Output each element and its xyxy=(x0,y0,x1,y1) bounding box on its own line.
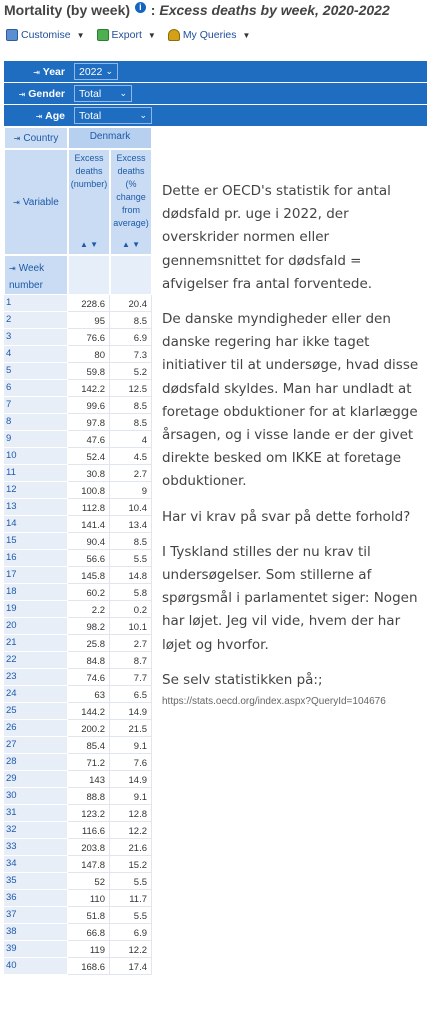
excess-number-cell: 25.8 xyxy=(68,635,110,652)
week-cell: 5 xyxy=(4,363,68,380)
info-icon[interactable]: i xyxy=(135,2,146,13)
excess-pct-cell: 7.3 xyxy=(110,346,152,363)
paragraph-3: Har vi krav på svar på dette forhold? xyxy=(162,508,411,525)
table-row xyxy=(4,805,152,822)
filter-panel xyxy=(4,61,427,127)
table-row xyxy=(4,431,152,448)
commentary-text xyxy=(162,180,424,725)
excess-number-cell: 203.8 xyxy=(68,839,110,856)
table-row xyxy=(4,754,152,771)
week-cell: 1 xyxy=(4,295,68,312)
excess-number-cell: 74.6 xyxy=(68,669,110,686)
table-row xyxy=(4,856,152,873)
excess-pct-cell: 2.7 xyxy=(110,635,152,652)
excess-pct-cell: 13.4 xyxy=(110,516,152,533)
filter-row-age xyxy=(4,105,427,127)
excess-number-cell: 47.6 xyxy=(68,431,110,448)
excess-number-cell: 112.8 xyxy=(68,499,110,516)
week-cell: 31 xyxy=(4,805,68,822)
pin-icon: ⇥ xyxy=(13,133,21,143)
week-cell: 22 xyxy=(4,652,68,669)
table-row xyxy=(4,720,152,737)
data-table xyxy=(4,127,152,975)
filter-label-gender: ⇥ Gender xyxy=(18,87,65,100)
excess-pct-cell: 8.5 xyxy=(110,533,152,550)
excess-pct-cell: 8.5 xyxy=(110,397,152,414)
week-cell: 37 xyxy=(4,907,68,924)
excess-pct-cell: 14.9 xyxy=(110,771,152,788)
excess-number-cell: 63 xyxy=(68,686,110,703)
excess-pct-cell: 4.5 xyxy=(110,448,152,465)
week-cell: 23 xyxy=(4,669,68,686)
week-cell: 17 xyxy=(4,567,68,584)
week-cell: 28 xyxy=(4,754,68,771)
excess-pct-cell: 12.2 xyxy=(110,822,152,839)
excess-number-cell: 52 xyxy=(68,873,110,890)
week-cell: 6 xyxy=(4,380,68,397)
table-row xyxy=(4,822,152,839)
column-header-excess-number: Excess deaths (number) ▲ ▼ xyxy=(68,149,110,255)
excess-number-cell: 56.6 xyxy=(68,550,110,567)
excess-pct-cell: 2.7 xyxy=(110,465,152,482)
excess-pct-cell: 7.7 xyxy=(110,669,152,686)
excess-number-cell: 200.2 xyxy=(68,720,110,737)
week-cell: 27 xyxy=(4,737,68,754)
excess-number-cell: 59.8 xyxy=(68,363,110,380)
week-cell: 12 xyxy=(4,482,68,499)
excess-pct-cell: 7.6 xyxy=(110,754,152,771)
table-row xyxy=(4,941,152,958)
excess-number-cell: 84.8 xyxy=(68,652,110,669)
table-row xyxy=(4,312,152,329)
filter-label-year: ⇥ Year xyxy=(33,65,65,78)
table-row xyxy=(4,839,152,856)
table-row xyxy=(4,771,152,788)
table-row xyxy=(4,465,152,482)
country-header-value: Denmark xyxy=(68,127,152,149)
pin-icon: ⇥ xyxy=(33,67,40,77)
header-blank-cell xyxy=(68,255,110,295)
excess-pct-cell: 14.9 xyxy=(110,703,152,720)
excess-pct-cell: 12.2 xyxy=(110,941,152,958)
excess-number-cell: 88.8 xyxy=(68,788,110,805)
excess-number-cell: 168.6 xyxy=(68,958,110,975)
table-row xyxy=(4,669,152,686)
table-row xyxy=(4,414,152,431)
week-cell: 7 xyxy=(4,397,68,414)
pin-icon: ⇥ xyxy=(9,264,16,273)
caret-down-icon: ▼ xyxy=(76,30,85,40)
gender-select[interactable]: Total ⌄ xyxy=(74,85,132,102)
excess-number-cell: 142.2 xyxy=(68,380,110,397)
customise-icon xyxy=(6,29,18,41)
excess-number-cell: 66.8 xyxy=(68,924,110,941)
week-cell: 32 xyxy=(4,822,68,839)
week-cell: 34 xyxy=(4,856,68,873)
excess-number-cell: 116.6 xyxy=(68,822,110,839)
excess-pct-cell: 9.1 xyxy=(110,788,152,805)
paragraph-5: Se selv statistikken på:; https://stats.oecd.org/index.aspx?QueryId=104676 xyxy=(162,669,424,713)
excess-pct-cell: 12.5 xyxy=(110,380,152,397)
my-queries-label: My Queries xyxy=(182,29,237,41)
excess-number-cell: 119 xyxy=(68,941,110,958)
chevron-down-icon: ⌄ xyxy=(119,88,127,98)
my-queries-icon xyxy=(168,29,180,41)
week-cell: 40 xyxy=(4,958,68,975)
excess-pct-cell: 8.5 xyxy=(110,414,152,431)
table-row xyxy=(4,703,152,720)
table-row xyxy=(4,686,152,703)
excess-number-cell: 123.2 xyxy=(68,805,110,822)
excess-pct-cell: 5.8 xyxy=(110,584,152,601)
week-cell: 2 xyxy=(4,312,68,329)
excess-number-cell: 95 xyxy=(68,312,110,329)
excess-pct-cell: 21.6 xyxy=(110,839,152,856)
excess-pct-cell: 10.1 xyxy=(110,618,152,635)
excess-pct-cell: 5.2 xyxy=(110,363,152,380)
table-row xyxy=(4,499,152,516)
title-main: Mortality (by week) xyxy=(4,2,131,18)
week-cell: 30 xyxy=(4,788,68,805)
table-row xyxy=(4,567,152,584)
table-row xyxy=(4,397,152,414)
week-cell: 19 xyxy=(4,601,68,618)
table-row xyxy=(4,788,152,805)
week-cell: 9 xyxy=(4,431,68,448)
excess-number-cell: 110 xyxy=(68,890,110,907)
excess-number-cell: 98.2 xyxy=(68,618,110,635)
header-blank-cell xyxy=(110,255,152,295)
sort-arrows-icon[interactable]: ▲ ▼ xyxy=(121,240,141,249)
week-cell: 20 xyxy=(4,618,68,635)
excess-number-cell: 143 xyxy=(68,771,110,788)
table-row xyxy=(4,635,152,652)
week-cell: 4 xyxy=(4,346,68,363)
excess-pct-cell: 14.8 xyxy=(110,567,152,584)
year-select[interactable]: 2022 ⌄ xyxy=(74,63,118,80)
country-header-row xyxy=(4,127,152,149)
excess-number-cell: 99.6 xyxy=(68,397,110,414)
table-row xyxy=(4,737,152,754)
excess-pct-cell: 4 xyxy=(110,431,152,448)
excess-pct-cell: 5.5 xyxy=(110,873,152,890)
excess-number-cell: 141.4 xyxy=(68,516,110,533)
table-row xyxy=(4,516,152,533)
week-cell: 16 xyxy=(4,550,68,567)
excess-number-cell: 52.4 xyxy=(68,448,110,465)
table-row xyxy=(4,924,152,941)
excess-pct-cell: 12.8 xyxy=(110,805,152,822)
column-header-excess-pct: Excess deaths (% change from average) ▲ ▼ xyxy=(110,149,152,255)
table-row xyxy=(4,907,152,924)
week-cell: 38 xyxy=(4,924,68,941)
table-row xyxy=(4,584,152,601)
table-row xyxy=(4,652,152,669)
table-row xyxy=(4,482,152,499)
toolbar xyxy=(6,27,262,43)
table-row xyxy=(4,448,152,465)
excess-number-cell: 71.2 xyxy=(68,754,110,771)
country-header-label[interactable]: ⇥ Country xyxy=(4,127,68,149)
excess-pct-cell: 8.5 xyxy=(110,312,152,329)
paragraph-1: Dette er OECD's statistik for antal dødsfald pr. uge i 2022, der overskrider normen eller gennemsnittet for dødsfald = afvigelser fra antal forventede. xyxy=(162,183,391,292)
excess-pct-cell: 11.7 xyxy=(110,890,152,907)
excess-pct-cell: 9.1 xyxy=(110,737,152,754)
week-cell: 14 xyxy=(4,516,68,533)
week-cell: 25 xyxy=(4,703,68,720)
title-subtitle: Excess deaths by week, 2020-2022 xyxy=(159,2,390,18)
week-cell: 29 xyxy=(4,771,68,788)
excess-number-cell: 144.2 xyxy=(68,703,110,720)
excess-number-cell: 60.2 xyxy=(68,584,110,601)
paragraph-2: De danske myndigheder eller den danske regering har ikke taget initiativer til at undersøge, hvad disse dødsfald skyldes. Man har undladt at foretage obduktioner for at klarlægge årsagen, og i visse lande er der givet direkte besked om IKKE at foretage obduktioner. xyxy=(162,311,419,490)
title-separator: : xyxy=(146,2,160,18)
excess-number-cell: 97.8 xyxy=(68,414,110,431)
excess-pct-cell: 6.5 xyxy=(110,686,152,703)
week-cell: 24 xyxy=(4,686,68,703)
table-row xyxy=(4,380,152,397)
excess-number-cell: 2.2 xyxy=(68,601,110,618)
excess-number-cell: 147.8 xyxy=(68,856,110,873)
excess-number-cell: 90.4 xyxy=(68,533,110,550)
week-cell: 39 xyxy=(4,941,68,958)
filter-row-year xyxy=(4,61,427,83)
customise-menu[interactable] xyxy=(6,29,85,41)
week-cell: 33 xyxy=(4,839,68,856)
week-cell: 36 xyxy=(4,890,68,907)
chevron-down-icon: ⌄ xyxy=(105,66,113,76)
table-row xyxy=(4,533,152,550)
excess-pct-cell: 15.2 xyxy=(110,856,152,873)
week-cell: 21 xyxy=(4,635,68,652)
excess-number-cell: 85.4 xyxy=(68,737,110,754)
table-row xyxy=(4,601,152,618)
table-row xyxy=(4,329,152,346)
table-row xyxy=(4,958,152,975)
week-cell: 13 xyxy=(4,499,68,516)
excess-number-cell: 80 xyxy=(68,346,110,363)
excess-number-cell: 228.6 xyxy=(68,295,110,312)
week-cell: 26 xyxy=(4,720,68,737)
export-menu[interactable] xyxy=(97,29,156,41)
export-icon xyxy=(97,29,109,41)
variable-header-row xyxy=(4,149,152,255)
week-cell: 18 xyxy=(4,584,68,601)
table-row xyxy=(4,346,152,363)
pin-icon: ⇥ xyxy=(13,197,20,207)
variable-header-label[interactable]: ⇥ Variable xyxy=(4,149,68,255)
excess-pct-cell: 17.4 xyxy=(110,958,152,975)
excess-pct-cell: 6.9 xyxy=(110,924,152,941)
week-cell: 10 xyxy=(4,448,68,465)
excess-number-cell: 51.8 xyxy=(68,907,110,924)
excess-pct-cell: 5.5 xyxy=(110,550,152,567)
table-row xyxy=(4,550,152,567)
week-header-label[interactable]: ⇥ Week number xyxy=(4,255,68,295)
excess-number-cell: 30.8 xyxy=(68,465,110,482)
age-select[interactable]: Total ⌄ xyxy=(74,107,152,124)
excess-pct-cell: 10.4 xyxy=(110,499,152,516)
chevron-down-icon: ⌄ xyxy=(139,110,147,120)
caret-down-icon: ▼ xyxy=(242,30,251,40)
export-label: Export xyxy=(111,29,142,41)
excess-pct-cell: 0.2 xyxy=(110,601,152,618)
week-cell: 11 xyxy=(4,465,68,482)
week-cell: 35 xyxy=(4,873,68,890)
my-queries-menu[interactable] xyxy=(168,29,251,41)
excess-pct-cell: 6.9 xyxy=(110,329,152,346)
pin-icon: ⇥ xyxy=(35,111,43,121)
table-body xyxy=(4,295,152,975)
pin-icon: ⇥ xyxy=(18,89,26,99)
table-row xyxy=(4,890,152,907)
customise-label: Customise xyxy=(21,29,71,41)
sort-arrows-icon[interactable]: ▲ ▼ xyxy=(79,240,99,249)
week-cell: 8 xyxy=(4,414,68,431)
excess-pct-cell: 5.5 xyxy=(110,907,152,924)
excess-number-cell: 100.8 xyxy=(68,482,110,499)
page-title xyxy=(4,2,424,22)
table-row xyxy=(4,363,152,380)
filter-row-gender xyxy=(4,83,427,105)
excess-number-cell: 145.8 xyxy=(68,567,110,584)
table-row xyxy=(4,618,152,635)
table-row xyxy=(4,295,152,312)
week-header-row xyxy=(4,255,152,295)
excess-pct-cell: 9 xyxy=(110,482,152,499)
paragraph-4: I Tyskland stilles der nu krav til undersøgelser. Som stillerne af spørgsmål i parlamentet siger: Nogen har løjet. Jeg vil vide, hvem der har løjet og hvorfor. xyxy=(162,543,418,653)
excess-pct-cell: 21.5 xyxy=(110,720,152,737)
caret-down-icon: ▼ xyxy=(147,30,156,40)
filter-label-age: ⇥ Age xyxy=(35,109,65,122)
week-cell: 3 xyxy=(4,329,68,346)
stats-link[interactable]: https://stats.oecd.org/index.aspx?QueryId=104676 xyxy=(162,696,386,708)
excess-pct-cell: 20.4 xyxy=(110,295,152,312)
week-cell: 15 xyxy=(4,533,68,550)
table-row xyxy=(4,873,152,890)
excess-number-cell: 76.6 xyxy=(68,329,110,346)
excess-pct-cell: 8.7 xyxy=(110,652,152,669)
